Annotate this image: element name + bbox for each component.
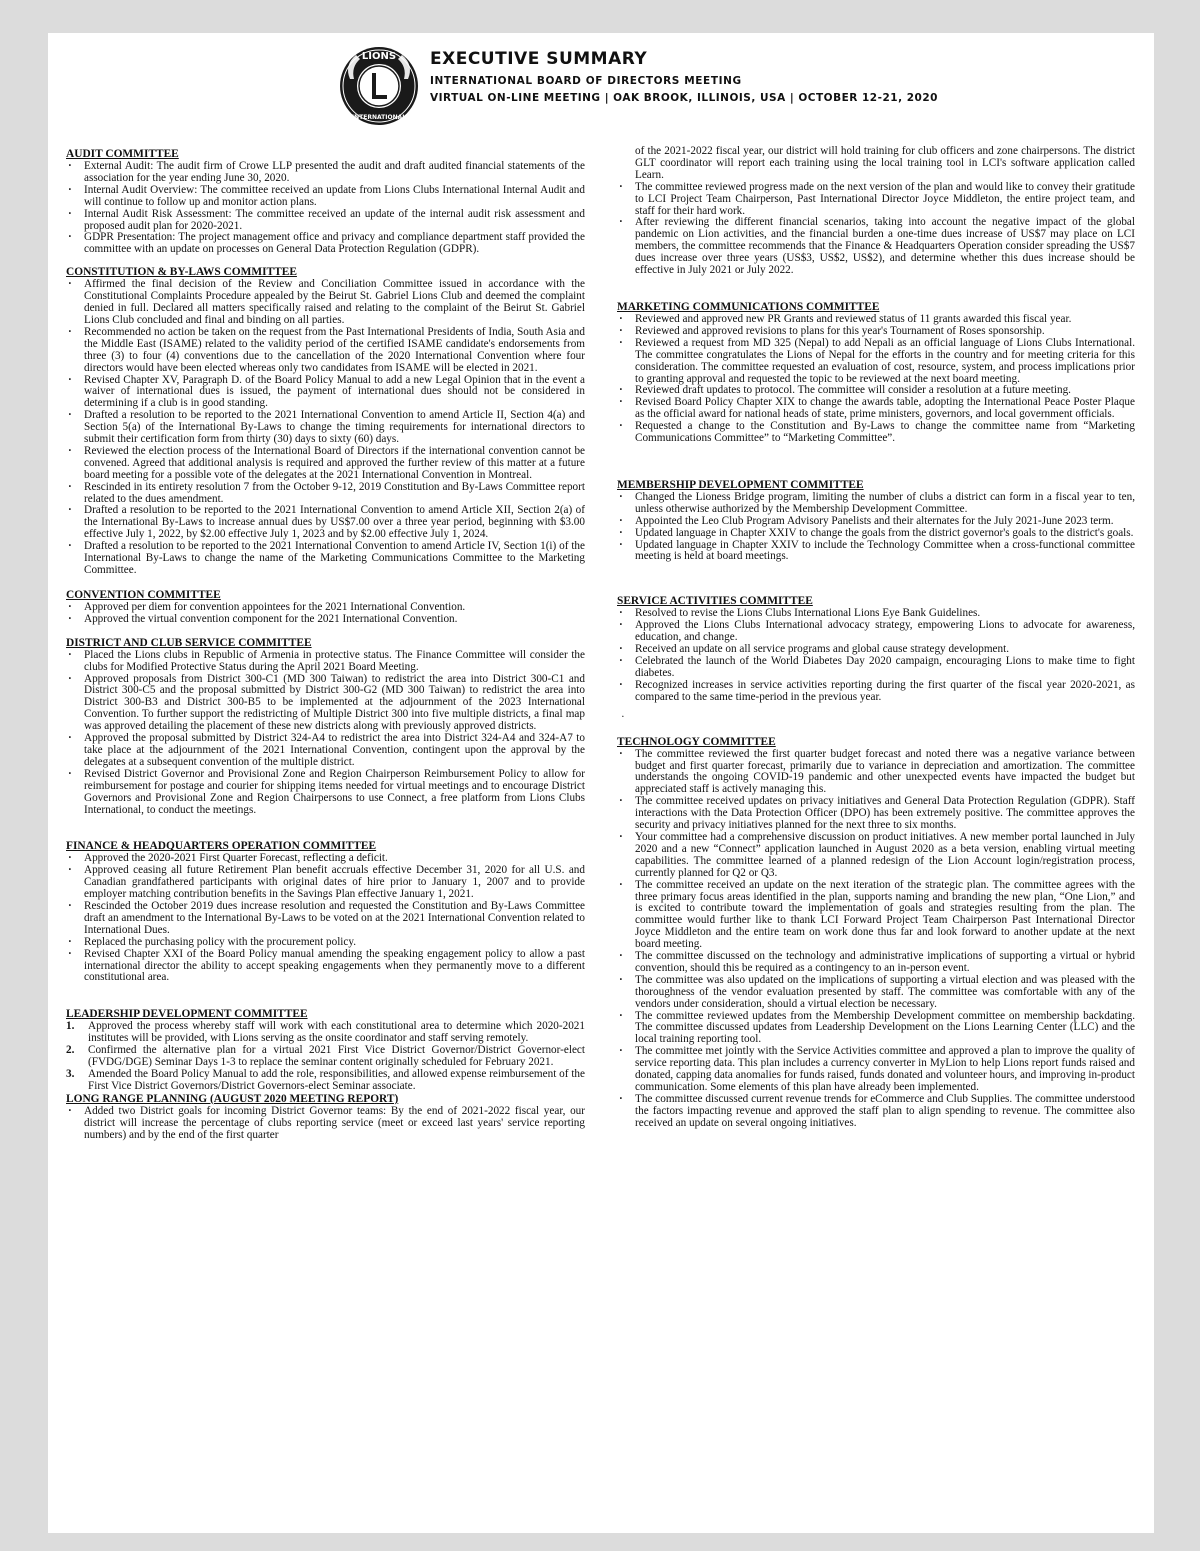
numbered-item bbox=[66, 1069, 585, 1093]
continued-paragraph: of the 2021-2022 fiscal year, our district will hold training for club officers and zone chairpersons. The district GLT coordinator will report each training using the local training tool in LCI's software application called Learn. bbox=[635, 145, 1135, 181]
list-item: · Your committee had a comprehensive discussion on product initiatives. A new member portal launched in July 2020 and a new “Connect” application launched in August 2020 as a beta version, enabling virtual meeting capabilities. The committee learned of a planned redesign of the Lion Account login/registration process, currently planned for Q2 or Q3. bbox=[617, 832, 1135, 880]
list-item: · Reviewed a request from MD 325 (Nepal) to add Nepali as an official language of Lions Clubs International. The committee congratulates the Lions of Nepal for the efforts in the country and for meeting criteria for this consideration. The committee requested an evaluation of cost, resource, system, and process implications prior to granting approval and requested the topic to be reviewed at the next board meeting. bbox=[617, 338, 1135, 386]
list-item: · External Audit: The audit firm of Crowe LLP presented the audit and draft audited financial statements of the association for the year ending June 30, 2020. bbox=[66, 161, 585, 185]
bullet-list bbox=[617, 314, 1135, 445]
list-item: · Reviewed the election process of the International Board of Directors if the international convention cannot be convened. Agreed that additional analysis is required and approved the further review of this matter at a future board meeting for a possible vote of the delegates at the 2021 International Convention in Montreal. bbox=[66, 446, 585, 482]
section-heading: DISTRICT AND CLUB SERVICE COMMITTEE bbox=[66, 636, 312, 649]
list-item: · Reviewed and approved revisions to plans for this year's Tournament of Roses sponsorship. bbox=[617, 326, 1135, 338]
list-item: · The committee discussed on the technology and administrative implications of supporting a virtual or hybrid convention, should this be required as a contingency to an in-person event. bbox=[617, 951, 1135, 975]
header bbox=[338, 45, 978, 137]
item-number: 2. bbox=[66, 1044, 75, 1057]
logo-top-text: LIONS bbox=[361, 51, 397, 62]
item-number: 1. bbox=[66, 1020, 75, 1033]
list-item: · Internal Audit Overview: The committee received an update from Lions Clubs International Internal Audit and will continue to follow up and monitor action plans. bbox=[66, 185, 585, 209]
right-column bbox=[617, 146, 1135, 1130]
list-item: · Revised Chapter XXI of the Board Policy manual amending the speaking engagement policy to allow a past international director the ability to accept speaking engagements when they permanently move to a different constitutional area. bbox=[66, 949, 585, 985]
list-item: · Celebrated the launch of the World Diabetes Day 2020 campaign, encouraging Lions to make time to fight diabetes. bbox=[617, 656, 1135, 680]
list-item: · After reviewing the different financial scenarios, taking into account the negative impact of the global pandemic on Lion activities, and the financial burden a one-time dues increase of US$7 may place on LCI members, the committee recommends that the Finance & Headquarters Operation consider spreading the US$7 dues increase over three years (US$3, US$2, US$2), and determine whether this dues increase should be effective in July 2021 or July 2022. bbox=[617, 217, 1135, 277]
list-item: · Received an update on all service programs and global cause strategy development. bbox=[617, 644, 1135, 656]
numbered-item bbox=[66, 1045, 585, 1069]
list-item: · The committee discussed current revenue trends for eCommerce and Club Supplies. The committee understood the factors impacting revenue and approved the staff plan to align spending to revenue. The committee also received an update on several ongoing initiatives. bbox=[617, 1094, 1135, 1130]
section-heading: SERVICE ACTIVITIES COMMITTEE bbox=[617, 595, 813, 608]
membership-committee-section bbox=[617, 479, 1135, 563]
list-item: · The committee reviewed the first quarter budget forecast and noted there was a negative variance between budget and first quarter forecast, primarily due to variance in depreciation and amortization. The committee understands the ongoing COVID-19 pandemic and other unexpected events have impacted the budget but appreciated staff is actively managing this. bbox=[617, 749, 1135, 797]
lions-logo bbox=[338, 45, 420, 127]
bullet-list bbox=[617, 608, 1135, 703]
section-heading: TECHNOLOGY COMMITTEE bbox=[617, 735, 776, 748]
finance-committee-section bbox=[66, 840, 585, 984]
list-item: · Changed the Lioness Bridge program, limiting the number of clubs a district can form in a fiscal year to ten, unless otherwise authorized by the Membership Development Committee. bbox=[617, 492, 1135, 516]
stray-bullet: · bbox=[621, 710, 625, 723]
section-heading: AUDIT COMMITTEE bbox=[66, 148, 179, 160]
list-item: · Updated language in Chapter XXIV to change the goals from the district governor's goals to the district's goals. bbox=[617, 528, 1135, 540]
marketing-committee-section bbox=[617, 301, 1135, 445]
list-item: · Approved the 2020-2021 First Quarter Forecast, reflecting a deficit. bbox=[66, 853, 585, 865]
list-item: · Drafted a resolution to be reported to the 2021 International Convention to amend Article XII, Section 2(a) of the International By-Laws to increase annual dues by US$7.00 over a three year period, beginning with $3.00 effective July 1, 2022, by $2.00 effective July 1, 2023 and by $2.00 effective July 1, 2024. bbox=[66, 505, 585, 541]
list-item: · Rescinded in its entirety resolution 7 from the October 9-12, 2019 Constitution and By-Laws Committee report related to the dues amendment. bbox=[66, 482, 585, 506]
list-item: · Recommended no action be taken on the request from the Past International Presidents of India, South Asia and the Middle East (ISAME) related to the validity period of the certified ISAME candidate's endorsements from three (3) to four (4) conventions due to the cancellation of the 2020 International Convention where four directors would have been elected whereas only two candidates from ISAME will be elected in 2021. bbox=[66, 327, 585, 375]
section-heading: MEMBERSHIP DEVELOPMENT COMMITTEE bbox=[617, 478, 864, 491]
convention-committee-section bbox=[66, 589, 585, 626]
list-item: · Appointed the Leo Club Program Advisory Panelists and their alternates for the July 2021-June 2023 term. bbox=[617, 516, 1135, 528]
section-heading: LONG RANGE PLANNING (AUGUST 2020 MEETING REPORT) bbox=[66, 1092, 399, 1105]
list-item: · Approved the Lions Clubs International advocacy strategy, empowering Lions to advocate for awareness, education, and change. bbox=[617, 620, 1135, 644]
section-heading: LEADERSHIP DEVELOPMENT COMMITTEE bbox=[66, 1008, 308, 1021]
numbered-item bbox=[66, 1021, 585, 1045]
list-item: · GDPR Presentation: The project management office and privacy and compliance department staff provided the committee with an update on processes on General Data Protection Regulation (GDPR). bbox=[66, 232, 585, 256]
audit-committee-section bbox=[66, 148, 585, 256]
bullet-list bbox=[66, 279, 585, 577]
list-item: · Approved the proposal submitted by District 324-A4 to redistrict the area into District 324-A4 and 324-A7 to take place at the adjournment of the 2021 International Convention, contingent upon the approval by the delegates at a subsequent convention of the multiple district. bbox=[66, 733, 585, 769]
list-item: · Reviewed and approved new PR Grants and reviewed status of 11 grants awarded this fiscal year. bbox=[617, 314, 1135, 326]
list-item: · The committee reviewed progress made on the next version of the plan and would like to convey their gratitude to LCI Project Team Chairperson, Past International Director Joyce Middleton, the entire project team, and staff for their hard work. bbox=[617, 182, 1135, 218]
district-club-service-section bbox=[66, 637, 585, 817]
list-item: · Placed the Lions clubs in Republic of Armenia in protective status. The Finance Committee will consider the clubs for Modified Protective Status during the April 2021 Board Meeting. bbox=[66, 650, 585, 674]
section-heading: FINANCE & HEADQUARTERS OPERATION COMMITTEE bbox=[66, 840, 377, 853]
bullet-list bbox=[66, 602, 585, 626]
technology-committee-section bbox=[617, 736, 1135, 1130]
item-text: Approved the process whereby staff will work with each constitutional area to determine which 2020-2021 institutes will be provided, with Lions serving as the onsite coordinator and staff serving remotely. bbox=[88, 1020, 585, 1045]
list-item: · Approved the virtual convention component for the 2021 International Convention. bbox=[66, 614, 585, 626]
item-text: Confirmed the alternative plan for a virtual 2021 First Vice District Governor/District Governor-elect (FVDG/DGE) Seminar Days 1-3 to replace the seminar content originally scheduled for February 2021. bbox=[88, 1044, 585, 1069]
left-column bbox=[66, 148, 585, 1142]
list-item: · Revised Chapter XV, Paragraph D. of the Board Policy Manual to add a new Legal Opinion that in the event a waiver of international dues is issued, the payment of international dues should not be considered in determining if a club is in good standing. bbox=[66, 375, 585, 411]
bullet-list bbox=[617, 492, 1135, 563]
list-item: · Recognized increases in service activities reporting during the first quarter of the fiscal year 2020-2021, as compared to the same time-period in the previous year. bbox=[617, 680, 1135, 704]
list-item: · Approved ceasing all future Retirement Plan benefit accruals effective December 31, 2020 for all U.S. and Canadian grandfathered participants with original dates of hire prior to January 1, 2007 and to provide employer matching contribution benefits in the Savings Plan effective January 1, 2021. bbox=[66, 865, 585, 901]
section-heading: CONSTITUTION & BY-LAWS COMMITTEE bbox=[66, 266, 297, 279]
list-item: · Replaced the purchasing policy with the procurement policy. bbox=[66, 937, 585, 949]
list-item: · Revised Board Policy Chapter XIX to change the awards table, adopting the International Peace Poster Plaque as the official award for national heads of state, prime ministers, governors, and local government officials. bbox=[617, 397, 1135, 421]
list-item: · Internal Audit Risk Assessment: The committee received an update of the internal audit risk assessment and proposed audit plan for 2020-2021. bbox=[66, 209, 585, 233]
item-number: 3. bbox=[66, 1068, 75, 1080]
list-item: · The committee reviewed updates from the Membership Development committee on membership backdating. The committee discussed updates from Leadership Development on the Lions Learning Center (LLC) and the local training reporting tool. bbox=[617, 1011, 1135, 1047]
list-item: · Added two District goals for incoming District Governor teams: By the end of 2021-2022 fiscal year, our district will increase the percentage of clubs reporting service (meet or exceed last years' service reporting numbers) and by the end of the first quarter bbox=[66, 1106, 585, 1142]
bullet-list bbox=[66, 650, 585, 817]
list-item: · Drafted a resolution to be reported to the 2021 International Convention to amend Article II, Section 4(a) and Section 5(a) of the International By-Laws to change the timing requirements for international directors to submit their certification form from thirty (30) days to sixty (60) days. bbox=[66, 410, 585, 446]
logo-bottom-text: INTERNATIONAL bbox=[351, 114, 407, 121]
list-item: · The committee was also updated on the implications of supporting a virtual election and was pleased with the thoroughness of the vendor evaluation presented by staff. The committee was comfortable with any of the vendors under consideration, should a virtual election be necessary. bbox=[617, 975, 1135, 1011]
list-item: · Drafted a resolution to be reported to the 2021 International Convention to amend Article IV, Section 1(i) of the International By-Laws to change the name of the Marketing Communications Committee to the Marketing Committee. bbox=[66, 541, 585, 577]
list-item: · Updated language in Chapter XXIV to include the Technology Committee when a cross-functional committee meeting is held at board meetings. bbox=[617, 540, 1135, 564]
leadership-committee-section bbox=[66, 1008, 585, 1092]
document-page bbox=[48, 33, 1154, 1533]
bullet-list bbox=[66, 853, 585, 984]
list-item: · Rescinded the October 2019 dues increase resolution and requested the Constitution and By-Laws Committee draft an amendment to the International By-Laws to be voted on at the 2021 International Convention related to International Dues. bbox=[66, 901, 585, 937]
page-subtitle: INTERNATIONAL BOARD OF DIRECTORS MEETING bbox=[430, 75, 742, 87]
list-item: · Affirmed the final decision of the Review and Conciliation Committee issued in accordance with the Constitutional Complaints Procedure appealed by the Beirut St. Gabriel Lions Club and deemed the complaint denied in full. Declared all matters specifically raised and relating to the complaint of the Beirut St. Gabriel Lions Club concluded and final and binding on all parties. bbox=[66, 279, 585, 327]
bullet-list bbox=[66, 1106, 585, 1142]
bullet-list bbox=[617, 749, 1135, 1130]
bullet-list bbox=[66, 161, 585, 256]
long-range-planning-continued bbox=[617, 146, 1135, 277]
list-item: · Reviewed draft updates to protocol. The committee will consider a resolution at a future meeting. bbox=[617, 385, 1135, 397]
list-item: · The committee met jointly with the Service Activities committee and approved a plan to improve the quality of service reporting data. This plan includes a currency converter in MyLion to help Lions report funds raised and donated, capping data anomalies for funds raised, funds donated and volunteer hours, and improving in-product communication. Some elements of this plan have already been implemented. bbox=[617, 1046, 1135, 1094]
section-heading: CONVENTION COMMITTEE bbox=[66, 588, 221, 601]
page-title: EXECUTIVE SUMMARY bbox=[430, 49, 648, 69]
numbered-list bbox=[66, 1021, 585, 1092]
long-range-planning-section bbox=[66, 1093, 585, 1142]
list-item: · Resolved to revise the Lions Clubs International Lions Eye Bank Guidelines. bbox=[617, 608, 1135, 620]
item-text: Amended the Board Policy Manual to add the role, responsibilities, and allowed expense reimbursement of the First Vice District Governors/District Governors-elect Seminar associate. bbox=[88, 1068, 585, 1092]
list-item: · The committee received an update on the next iteration of the strategic plan. The committee agrees with the three primary focus areas identified in the plan, supports naming and branding the new plan, “One Lion,” and is excited to contribute toward the implementation of goals and strategies resulting from the plan. The committee would further like to thank LCI Forward Project Team Chairperson Past International Director Joyce Middleton and the entire team on work done thus far and look forward to another update at the next board meeting. bbox=[617, 880, 1135, 951]
list-item: · Revised District Governor and Provisional Zone and Region Chairperson Reimbursement Policy to allow for reimbursement for postage and courier for shipping items needed for virtual meetings and to encourage District Governors and Provisional Zone and Region Chairpersons to use Connect, a free platform from Lions Clubs International, to conduct the meetings. bbox=[66, 769, 585, 817]
section-heading: MARKETING COMMUNICATIONS COMMITTEE bbox=[617, 300, 880, 313]
constitution-committee-section bbox=[66, 266, 585, 577]
list-item: · Requested a change to the Constitution and By-Laws to change the committee name from “Marketing Communications Committee” to “Marketing Committee”. bbox=[617, 421, 1135, 445]
list-item: · The committee received updates on privacy initiatives and General Data Protection Regulation (GDPR). Staff interactions with the Data Protection Officer (DPO) has been extremely positive. The committee approves the security and privacy initiatives planned for the next three to six months. bbox=[617, 796, 1135, 832]
service-activities-section bbox=[617, 595, 1135, 723]
list-item: · Approved per diem for convention appointees for the 2021 International Convention. bbox=[66, 602, 585, 614]
meeting-meta: VIRTUAL ON-LINE MEETING | OAK BROOK, ILLINOIS, USA | OCTOBER 12-21, 2020 bbox=[430, 92, 938, 104]
list-item: · Approved proposals from District 300-C1 (MD 300 Taiwan) to redistrict the area into District 300-C1 and District 300-C5 and the proposal submitted by District 300-G2 (MD 300 Taiwan) to redistrict the area into District 300-B3 and District 300-B5 to be implemented at the adjournment of the 2023 International Convention. To further support the redistricting of Multiple District 300 into five multiple districts, a final map was approved detailing the placement of these new districts along with previously approved districts. bbox=[66, 674, 585, 734]
